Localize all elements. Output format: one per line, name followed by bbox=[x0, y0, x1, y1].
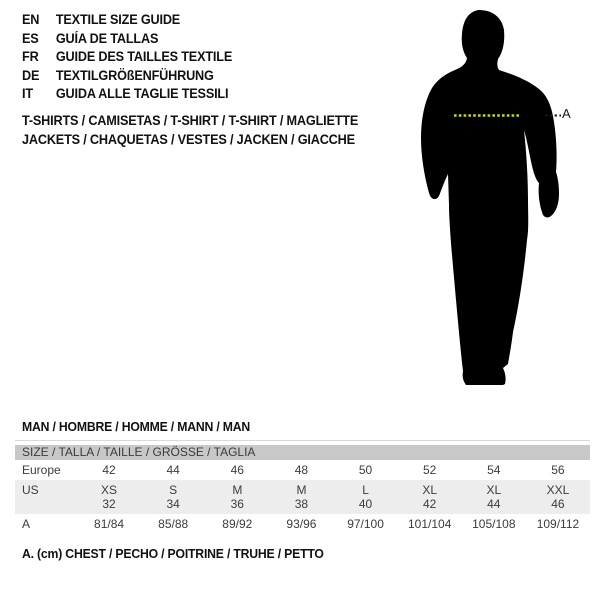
language-title: TEXTILE SIZE GUIDE bbox=[55, 12, 181, 27]
table-cell: 36 bbox=[230, 497, 244, 511]
table-row-us-numbers bbox=[15, 497, 590, 514]
language-code: FR bbox=[22, 49, 39, 65]
language-row-es bbox=[22, 30, 232, 49]
table-cell: 50 bbox=[358, 463, 373, 477]
table-cell: 48 bbox=[294, 463, 309, 477]
language-list bbox=[22, 11, 246, 104]
table-top-divider bbox=[15, 440, 590, 441]
table-row-us-letters bbox=[15, 480, 590, 497]
language-code: DE bbox=[22, 67, 40, 83]
table-row-chest-cm bbox=[15, 514, 590, 534]
table-cell: 46 bbox=[230, 463, 244, 477]
language-row-it bbox=[22, 85, 232, 104]
table-cell: XL bbox=[486, 483, 502, 497]
table-cell: 38 bbox=[294, 497, 309, 511]
table-cell: 44 bbox=[166, 463, 180, 477]
man-silhouette-figure bbox=[400, 0, 600, 400]
table-cell: 89/92 bbox=[222, 517, 253, 531]
category-list bbox=[22, 111, 380, 149]
table-cell: L bbox=[362, 483, 369, 497]
measure-label-a: A bbox=[562, 106, 571, 121]
table-cell: 52 bbox=[423, 463, 437, 477]
table-cell: 93/96 bbox=[286, 517, 317, 531]
table-cell: 42 bbox=[102, 463, 116, 477]
table-cell: M bbox=[296, 483, 307, 497]
table-cell: 105/108 bbox=[472, 517, 516, 531]
language-row-en bbox=[22, 11, 232, 30]
language-title: TEXTILGRÖßENFÜHRUNG bbox=[55, 67, 214, 83]
category-tshirts: T-SHIRTS / CAMISETAS / T-SHIRT / T-SHIRT / MAGLIETTE bbox=[22, 113, 359, 128]
section-title-man: MAN / HOMBRE / HOMME / MANN / MAN bbox=[22, 419, 251, 434]
table-cell: 97/100 bbox=[347, 517, 384, 531]
language-title: GUÍA DE TALLAS bbox=[55, 30, 159, 46]
language-row-de bbox=[22, 67, 232, 86]
table-cell: 40 bbox=[358, 497, 373, 511]
table-cell: 34 bbox=[166, 497, 180, 511]
table-cell: 85/88 bbox=[158, 517, 189, 531]
table-cell: 46 bbox=[551, 497, 565, 511]
table-cell: 109/112 bbox=[536, 517, 580, 531]
table-cell: 81/84 bbox=[94, 517, 125, 531]
table-cell: XL bbox=[422, 483, 438, 497]
man-silhouette-shape bbox=[421, 10, 559, 385]
table-cell: 32 bbox=[102, 497, 116, 511]
table-cell: 44 bbox=[487, 497, 501, 511]
table-cell: 56 bbox=[551, 463, 565, 477]
size-table bbox=[15, 445, 590, 534]
language-title: GUIDA ALLE TAGLIE TESSILI bbox=[55, 86, 229, 102]
measure-footnote: A. (cm) CHEST / PECHO / POITRINE / TRUHE / PETTO bbox=[22, 546, 324, 561]
language-code: IT bbox=[22, 86, 33, 102]
table-cell: XXL bbox=[546, 483, 570, 497]
size-table-header: SIZE / TALLA / TAILLE / GRÖSSE / TAGLIA bbox=[15, 445, 590, 460]
table-row-europe bbox=[15, 460, 590, 480]
man-silhouette-svg bbox=[400, 0, 600, 400]
language-code: EN bbox=[22, 12, 40, 27]
row-label: Europe bbox=[22, 463, 61, 477]
language-title: GUIDE DES TAILLES TEXTILE bbox=[55, 49, 233, 65]
table-cell: 101/104 bbox=[407, 517, 452, 531]
table-cell: 42 bbox=[423, 497, 437, 511]
table-cell: 54 bbox=[487, 463, 501, 477]
language-code: ES bbox=[22, 30, 39, 46]
table-cell: S bbox=[169, 483, 178, 497]
row-label: US bbox=[22, 483, 39, 497]
language-row-fr bbox=[22, 48, 232, 67]
table-cell: M bbox=[232, 483, 243, 497]
category-jackets: JACKETS / CHAQUETAS / VESTES / JACKEN / GIACCHE bbox=[22, 132, 355, 147]
row-label: A bbox=[22, 517, 31, 531]
table-cell: XS bbox=[101, 483, 118, 497]
